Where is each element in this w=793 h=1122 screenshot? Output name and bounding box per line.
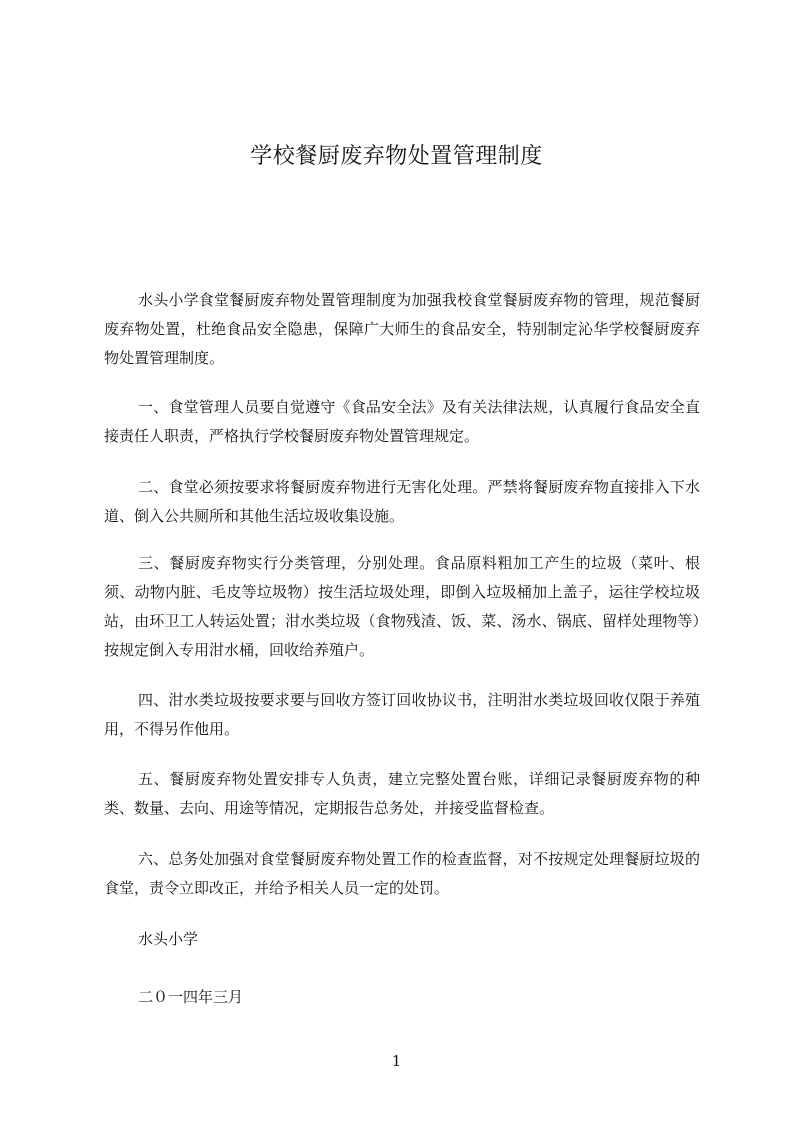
paragraph-4: 四、泔水类垃圾按要求要与回收方签订回收协议书，注明泔水类垃圾回收仅限于养殖用，不得另作他用。 — [104, 691, 700, 738]
document-title: 学校餐厨废弃物处置管理制度 — [250, 144, 543, 169]
paragraph-6: 六、总务处加强对食堂餐厨废弃物处置工作的检查监督，对不按规定处理餐厨垃圾的食堂，责令立即改正，并给予相关人员一定的处罚。 — [104, 850, 700, 897]
page-number: 1 — [391, 1052, 402, 1070]
paragraph-5: 五、餐厨废弃物处置安排专人负责，建立完整处置台账，详细记录餐厨废弃物的种类、数量、去向、用途等情况，定期报告总务处，并接受监督检查。 — [104, 770, 700, 817]
paragraph-2: 二、食堂必须按要求将餐厨废弃物进行无害化处理。严禁将餐厨废弃物直接排入下水道、倒入公共厕所和其他生活垃圾收集设施。 — [104, 478, 700, 525]
paragraph-3: 三、餐厨废弃物实行分类管理，分别处理。食品原料粗加工产生的垃圾（菜叶、根须、动物内脏、毛皮等垃圾物）按生活垃圾处理，即倒入垃圾桶加上盖子，运往学校垃圾站，由环卫工人转运处置；泔水类垃圾（食物残渣、饭、菜、汤水、锅底、留样处理物等）按规定倒入专用泔水桶，回收给养殖户。 — [104, 554, 700, 659]
signature-school: 水头小学 — [138, 930, 199, 948]
paragraph-1: 一、食堂管理人员要自觉遵守《食品安全法》及有关法律法规，认真履行食品安全直接责任人职责，严格执行学校餐厨废弃物处置管理规定。 — [104, 398, 700, 445]
intro-paragraph: 水头小学食堂餐厨废弃物处置管理制度为加强我校食堂餐厨废弃物的管理，规范餐厨废弃物处置，杜绝食品安全隐患，保障广大师生的食品安全，特别制定沁华学校餐厨废弃物处置管理制度。 — [104, 291, 700, 367]
signature-date: 二０一四年三月 — [138, 988, 244, 1006]
